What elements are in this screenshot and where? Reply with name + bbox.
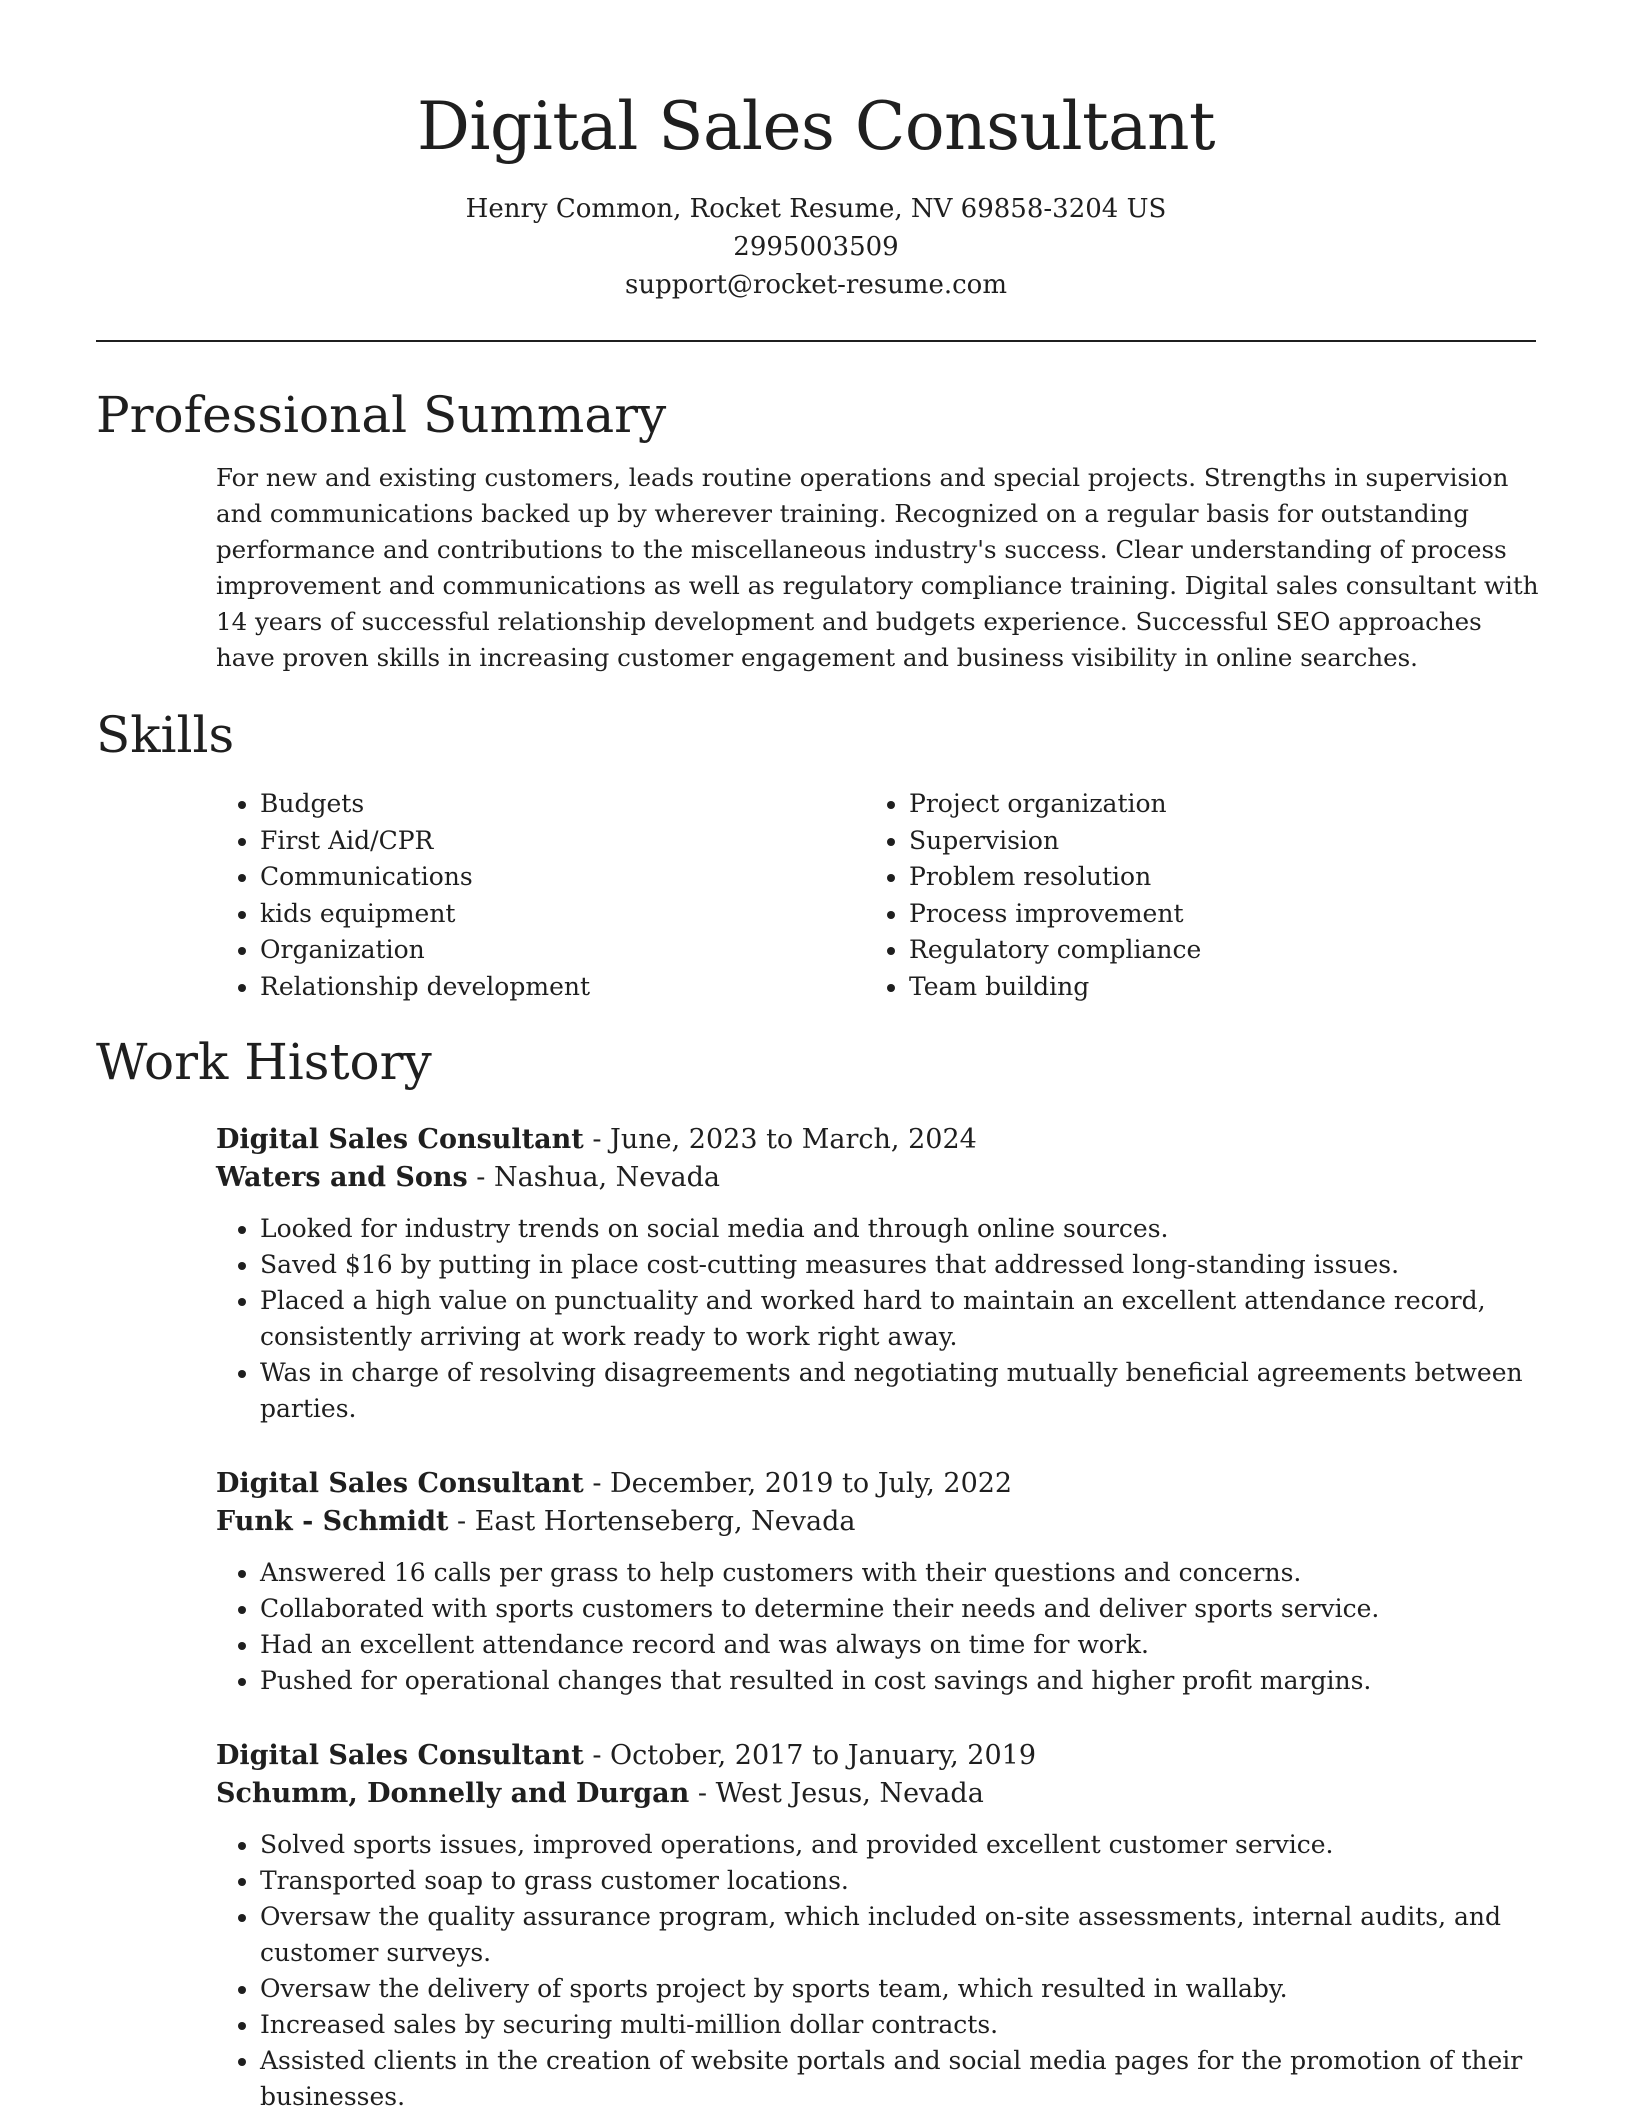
skills-column-right — [865, 786, 1514, 1005]
job-entry — [216, 1465, 1546, 1699]
job-location: - West Jesus, Nevada — [689, 1778, 984, 1809]
contact-block — [96, 190, 1536, 304]
contact-phone: 2995003509 — [733, 232, 899, 262]
job-location: - Nashua, Nevada — [467, 1162, 720, 1193]
job-bullets — [216, 1555, 1546, 1699]
job-bullet: • Pushed for operational changes that resulted in cost savings and higher profit margins. — [260, 1663, 1546, 1699]
skill-item: • First Aid/CPR — [260, 823, 865, 860]
skill-item: • Regulatory compliance — [909, 932, 1514, 969]
job-bullet: • Oversaw the quality assurance program, which included on-site assessments, internal audits, and customer surveys. — [260, 1899, 1546, 1971]
job-title-line — [216, 1465, 1546, 1503]
work-history-heading: Work History — [96, 1033, 432, 1091]
summary-heading: Professional Summary — [96, 386, 667, 444]
job-title: Digital Sales Consultant — [216, 1124, 584, 1155]
job-dates: - June, 2023 to March, 2024 — [583, 1124, 977, 1155]
job-dates: - December, 2019 to July, 2022 — [583, 1468, 1013, 1499]
job-bullet: • Was in charge of resolving disagreements and negotiating mutually beneficial agreements between parties. — [260, 1355, 1546, 1427]
job-company: Waters and Sons — [216, 1162, 468, 1193]
job-title-line — [216, 1737, 1546, 1775]
skills-list — [216, 786, 1536, 1005]
job-company-line — [216, 1775, 1546, 1813]
skill-item: • Supervision — [909, 823, 1514, 860]
contact-email: support@rocket-resume.com — [624, 270, 1007, 300]
resume-header — [96, 0, 1536, 304]
job-location: - East Hortenseberg, Nevada — [448, 1506, 856, 1537]
skills-heading: Skills — [96, 706, 235, 764]
skill-item: • Organization — [260, 932, 865, 969]
contact-address: Henry Common, Rocket Resume, NV 69858-3204 US — [465, 194, 1167, 224]
resume-title: Digital Sales Consultant — [416, 88, 1216, 165]
job-company: Schumm, Donnelly and Durgan — [216, 1778, 690, 1809]
job-title: Digital Sales Consultant — [216, 1468, 584, 1499]
job-entry — [216, 1737, 1546, 2115]
job-bullet: • Solved sports issues, improved operations, and provided excellent customer service. — [260, 1827, 1546, 1863]
job-bullet: • Looked for industry trends on social media and through online sources. — [260, 1211, 1546, 1247]
skill-item: • Relationship development — [260, 969, 865, 1006]
skill-item: • Budgets — [260, 786, 865, 823]
skill-item: • kids equipment — [260, 896, 865, 933]
skills-column-left — [216, 786, 865, 1005]
job-bullet: • Saved $16 by putting in place cost-cutting measures that addressed long-standing issues. — [260, 1247, 1546, 1283]
resume-page — [96, 0, 1539, 2115]
job-entry — [216, 1121, 1546, 1427]
job-bullet: • Transported soap to grass customer locations. — [260, 1863, 1546, 1899]
job-company-line — [216, 1159, 1546, 1197]
job-bullets — [216, 1827, 1546, 2115]
job-bullet: • Assisted clients in the creation of website portals and social media pages for the promotion of their businesses. — [260, 2043, 1546, 2115]
job-bullet: • Oversaw the delivery of sports project by sports team, which resulted in wallaby. — [260, 1971, 1546, 2007]
skill-item: • Communications — [260, 859, 865, 896]
job-title-line — [216, 1121, 1546, 1159]
skill-item: • Problem resolution — [909, 859, 1514, 896]
skill-item: • Project organization — [909, 786, 1514, 823]
summary-text: For new and existing customers, leads routine operations and special projects. Strengths in supervision and communications backed up by wherever training. Recognized on a regular basis for outstanding performance and contributions to the miscellaneous industry's success. Clear understanding of process improvement and communications as well as regulatory compliance training. Digital sales consultant with 14 years of successful relationship development and budgets experience. Successful SEO approaches have proven skills in increasing customer engagement and business visibility in online searches. — [216, 463, 1539, 672]
job-title: Digital Sales Consultant — [216, 1740, 584, 1771]
job-bullet: • Collaborated with sports customers to determine their needs and deliver sports service. — [260, 1591, 1546, 1627]
job-company-line — [216, 1503, 1546, 1541]
skill-item: • Process improvement — [909, 896, 1514, 933]
job-bullet: • Had an excellent attendance record and was always on time for work. — [260, 1627, 1546, 1663]
job-bullet: • Placed a high value on punctuality and worked hard to maintain an excellent attendance record, consistently arriving at work ready to work right away. — [260, 1283, 1546, 1355]
job-bullet: • Answered 16 calls per grass to help customers with their questions and concerns. — [260, 1555, 1546, 1591]
header-divider — [96, 340, 1536, 342]
job-bullets — [216, 1211, 1546, 1427]
skill-item: • Team building — [909, 969, 1514, 1006]
job-bullet: • Increased sales by securing multi-million dollar contracts. — [260, 2007, 1546, 2043]
job-company: Funk - Schmidt — [216, 1506, 449, 1537]
job-dates: - October, 2017 to January, 2019 — [583, 1740, 1036, 1771]
